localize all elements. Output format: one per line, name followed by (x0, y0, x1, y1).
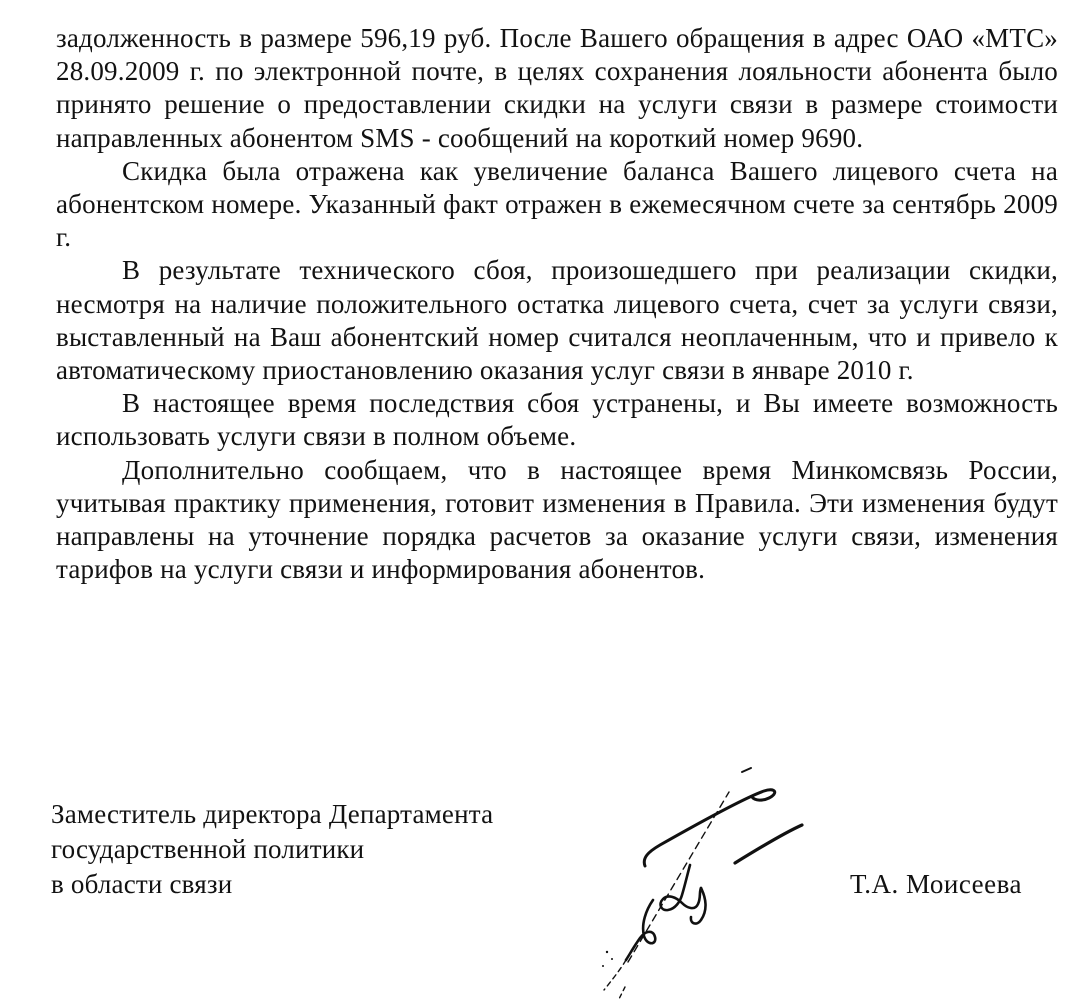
signer-title-block (51, 797, 493, 902)
signature-icon (598, 752, 818, 999)
signer-title-line: в области связи (51, 869, 233, 899)
signer-title-line: государственной политики (51, 834, 365, 864)
body-paragraph: задолженность в размере 596,19 руб. После Вашего обращения в адрес ОАО «МТС» 28.09.2009 г. по электронной почте, в целях сохранения лояльности абонента было принято решение о предоставлении скидки на услуги связи в размере стоимости направленных абонентом SMS - сообщений на короткий номер 9690. (56, 23, 1058, 153)
signer-title-line: Заместитель директора Департамента (51, 799, 494, 829)
body-paragraph: Дополнительно сообщаем, что в настоящее время Минкомсвязь России, учитывая практику применения, готовит изменения в Правила. Эти изменения будут направлены на уточнение порядка расчетов за оказание услуги связи, изменения тарифов на услуги связи и информирования абонентов. (56, 454, 1058, 585)
signer-name: Т.А. Моисеева (850, 869, 1022, 899)
letter-body (56, 22, 1058, 586)
body-paragraph: В результате технического сбоя, произошедшего при реализации скидки, несмотря на наличие положительного остатка лицевого счета, счет за услуги связи, выставленный на Ваш абонентский номер считался неоплаченным, что и привело к автоматическому приостановлению оказания услуг связи в январе 2010 г. (56, 255, 1058, 386)
body-paragraph: Скидка была отражена как увеличение баланса Вашего лицевого счета на абонентском номере. Указанный факт отражен в ежемесячном счете за сентябрь 2009 г. (56, 155, 1058, 253)
body-paragraph: В настоящее время последствия сбоя устранены, и Вы имеете возможность использовать услуги связи в полном объеме. (56, 388, 1058, 452)
